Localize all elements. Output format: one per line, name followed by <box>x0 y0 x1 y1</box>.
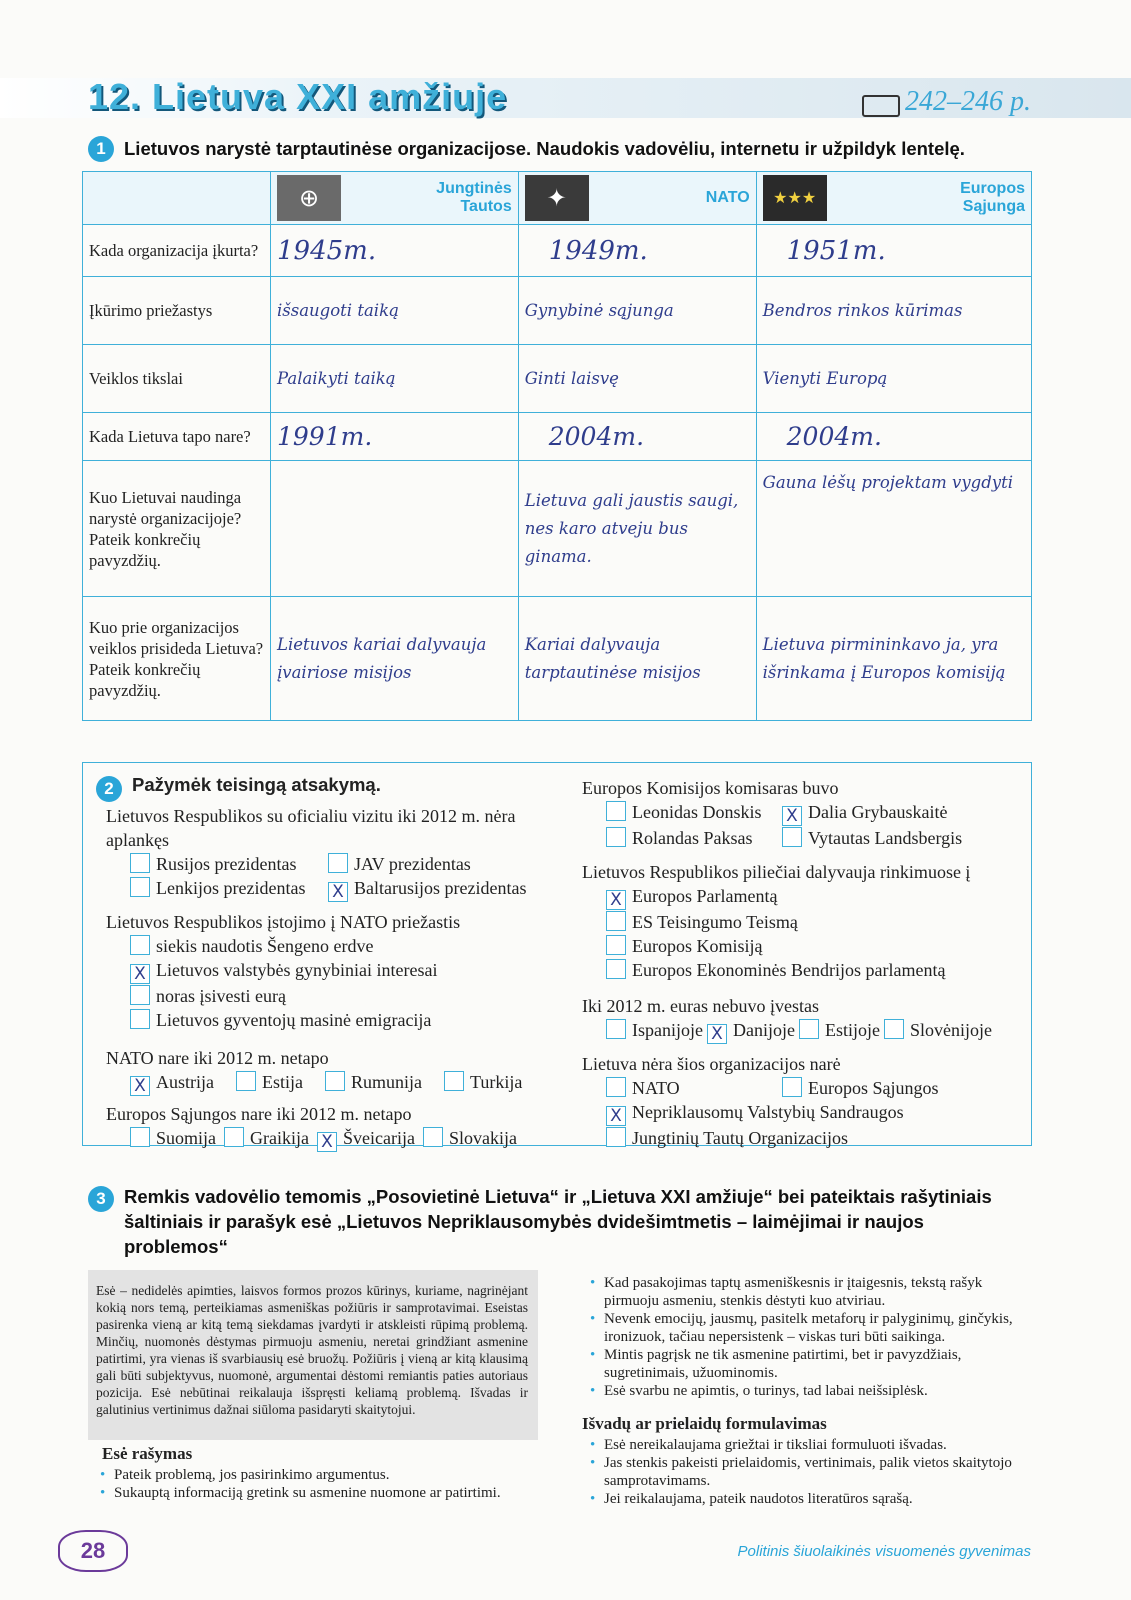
org-name-un: Jungtinės Tautos <box>436 180 512 215</box>
option-label: Europos Sąjungos <box>808 1078 939 1098</box>
option-label: Vytautas Landsbergis <box>808 828 963 848</box>
answer-cell[interactable]: 1949m. <box>518 225 756 277</box>
checkbox[interactable] <box>799 1019 819 1039</box>
un-flag-icon: ⊕ <box>277 175 341 221</box>
option-label: Rumunija <box>351 1072 422 1092</box>
option-label: Dalia Grybauskaitė <box>808 802 948 822</box>
answer-cell[interactable]: Ginti laisvę <box>518 345 756 413</box>
checkbox[interactable] <box>130 1127 150 1147</box>
header-empty-cell <box>83 172 271 225</box>
option-label: siekis naudotis Šengeno erdve <box>156 936 374 956</box>
nato-flag-icon: ✦ <box>525 175 589 221</box>
list-item: • Kad pasakojimas taptų asmeniškesnis ir įtaigesnis, tekstą rašyk pirmuoju asmeniu, stenkis dėstyti kuo atviriau. <box>604 1274 1040 1310</box>
table-row <box>83 461 1032 597</box>
org-name-nato: NATO <box>705 189 750 206</box>
option-label: Jungtinių Tautų Organizacijos <box>632 1128 849 1148</box>
list-item: • Jei reikalaujama, pateik naudotos literatūros sąrašą. <box>604 1490 1040 1508</box>
question-text: Europos Komisijos komisaras buvo <box>582 778 839 798</box>
answer-cell[interactable]: Lietuvos kariai dalyvauja įvairiose misijos <box>271 597 519 721</box>
task-3-instruction: Remkis vadovėlio temomis „Posovietinė Lietuva“ ir „Lietuva XXI amžiuje“ bei pateiktais rašytiniais šaltiniais ir parašyk esė „Lietuvos Nepriklausomybės dvidešimtmetis – laimėjimai ir naujos problemos“ <box>124 1186 992 1257</box>
question-text: Iki 2012 m. euras nebuvo įvestas <box>582 996 819 1016</box>
task-1-instruction: Lietuvos narystė tarptautinėse organizacijose. Naudokis vadovėliu, internetu ir užpildyk lentelę. <box>124 138 965 159</box>
option-label: JAV prezidentas <box>354 854 471 874</box>
checkbox[interactable] <box>224 1127 244 1147</box>
checkbox[interactable] <box>606 935 626 955</box>
answer-cell[interactable]: 1951m. <box>756 225 1031 277</box>
answer-cell[interactable] <box>271 461 519 597</box>
question-block <box>106 1046 546 1096</box>
chapter-title: 12. Lietuva XXI amžiuje <box>88 76 508 117</box>
list-item: • Esė svarbu ne apimtis, o turinys, tad labai neišsiplėsk. <box>604 1382 1040 1400</box>
option-label: Nepriklausomų Valstybių Sandraugos <box>632 1102 904 1122</box>
checkbox[interactable] <box>444 1071 464 1091</box>
answer-cell[interactable]: 1945m. <box>271 225 519 277</box>
organizations-table <box>82 171 1032 721</box>
task-number-3: 3 <box>88 1186 114 1212</box>
answer-cell[interactable]: 2004m. <box>756 413 1031 461</box>
task-number-1: 1 <box>88 136 114 162</box>
list-item: • Pateik problemą, jos pasirinkimo argumentus. <box>114 1466 554 1484</box>
checkbox[interactable] <box>606 1077 626 1097</box>
answer-cell[interactable]: Palaikyti taiką <box>271 345 519 413</box>
list-item: • Sukauptą informaciją gretink su asmenine nuomone ar patirtimi. <box>114 1484 554 1502</box>
table-row <box>83 225 1032 277</box>
question-text: Lietuvos Respublikos įstojimo į NATO priežastis <box>106 912 461 932</box>
option-label: Estijoje <box>824 1020 880 1040</box>
answer-cell[interactable]: išsaugoti taiką <box>271 277 519 345</box>
table-row <box>83 345 1032 413</box>
book-icon <box>862 95 900 117</box>
question-block <box>582 994 1022 1044</box>
checkbox[interactable] <box>782 1077 802 1097</box>
option-label: Europos Parlamentą <box>632 886 778 906</box>
org-name-eu: Europos Sąjunga <box>960 180 1025 215</box>
question-block <box>106 1102 556 1152</box>
option-label: Lietuvos gyventojų masinė emigracija <box>156 1010 432 1030</box>
row-label: Kada Lietuva tapo nare? <box>83 413 271 461</box>
option-label: Leonidas Donskis <box>632 802 762 822</box>
question-text: NATO nare iki 2012 m. netapo <box>106 1048 329 1068</box>
option-label: Ispanijoje <box>632 1020 703 1040</box>
option-label: Lietuvos valstybės gynybiniai interesai <box>156 960 438 980</box>
row-label: Veiklos tikslai <box>83 345 271 413</box>
checkbox[interactable] <box>606 1019 626 1039</box>
answer-cell[interactable]: Vienyti Europą <box>756 345 1031 413</box>
essay-tips-list <box>588 1274 1040 1400</box>
task-2-title: Pažymėk teisingą atsakymą. <box>132 774 381 795</box>
row-label: Kada organizacija įkurta? <box>83 225 271 277</box>
checkbox[interactable]: X <box>606 890 626 910</box>
table-row <box>83 277 1032 345</box>
checkbox[interactable]: X <box>130 1076 150 1096</box>
checkbox[interactable] <box>606 1127 626 1147</box>
page-reference: 242–246 p. <box>905 86 1031 117</box>
row-label: Kuo prie organizacijos veiklos prisideda Lietuva? Pateik konkrečių pavyzdžių. <box>83 597 271 721</box>
checkbox[interactable]: X <box>317 1132 337 1152</box>
checkbox[interactable] <box>606 911 626 931</box>
answer-cell[interactable]: Gynybinė sąjunga <box>518 277 756 345</box>
answer-cell[interactable]: Kariai dalyvauja tarptautinėse misijos <box>518 597 756 721</box>
list-item: • Jas stenkis pakeisti prielaidomis, vertinimais, palik vietos skaitytojo samprotavimams. <box>604 1454 1040 1490</box>
checkbox[interactable] <box>236 1071 256 1091</box>
essay-definition: Esė – nedidelės apimties, laisvos formos prozos kūrinys, kuriame, nagrinėjant kokią nors temą, perteikiamas asmeniškas požiūris ir samprotavimai. Eseistas pasirenka vieną ar kitą temą siekdamas įvardyti ir atskleisti rūpimą problemą. Minčių, nuomonės dėstymas pirmuoju asmeniu, neretai grindžiant asmenine patirtimi, yra vienas iš svarbiausių esė bruožų. Požiūris į vieną ar kitą klausimą gali būti subjektyvus, nuomonė, argumentai dėstomi remiantis paties autoriaus pozicija. Esė nebūtinai reikalauja išspręsti keliamą problemą. Išvadas ir galutinius vertinimus dažnai siūloma pasidaryti skaitytojui. <box>96 1283 528 1417</box>
checkbox[interactable] <box>130 853 150 873</box>
eu-flag-icon: ★★★ <box>763 175 827 221</box>
header-eu <box>756 172 1031 225</box>
answer-cell[interactable]: Lietuva pirmininkavo ja, yra išrinkama į Europos komisiją <box>756 597 1031 721</box>
question-block <box>106 804 546 902</box>
header-nato <box>518 172 756 225</box>
checkbox[interactable]: X <box>606 1106 626 1126</box>
answer-cell[interactable]: 2004m. <box>518 413 756 461</box>
checkbox[interactable]: X <box>130 964 150 984</box>
option-label: Danijoje <box>732 1020 795 1040</box>
option-label: ES Teisingumo Teismą <box>632 912 798 932</box>
checkbox[interactable] <box>606 959 626 979</box>
option-label: Turkija <box>470 1072 523 1092</box>
essay-writing-list <box>98 1466 554 1502</box>
checkbox[interactable] <box>423 1127 443 1147</box>
row-label: Įkūrimo priežastys <box>83 277 271 345</box>
header-un <box>271 172 519 225</box>
checkbox[interactable]: X <box>707 1024 727 1044</box>
question-text: Lietuva nėra šios organizacijos narė <box>582 1054 841 1074</box>
checkbox[interactable] <box>130 935 150 955</box>
checkbox[interactable] <box>782 827 802 847</box>
table-row <box>83 413 1032 461</box>
option-label: noras įsivesti eurą <box>156 986 286 1006</box>
footer-section-title: Politinis šiuolaikinės visuomenės gyvenimas <box>737 1543 1031 1560</box>
list-item: • Mintis pagrįsk ne tik asmenine patirtimi, bet ir pavyzdžiais, sugretinimais, užuominomis. <box>604 1346 1040 1382</box>
question-block <box>106 910 546 1032</box>
question-block <box>582 860 1012 982</box>
checkbox[interactable] <box>328 853 348 873</box>
option-label: Estija <box>262 1072 303 1092</box>
conclusions-list <box>588 1436 1040 1508</box>
answer-cell[interactable]: Bendros rinkos kūrimas <box>756 277 1031 345</box>
answer-cell[interactable]: Lietuva gali jaustis saugi, nes karo atveju bus ginama. <box>518 461 756 597</box>
checkbox[interactable] <box>130 985 150 1005</box>
option-label: Šveicarija <box>343 1128 415 1148</box>
table-header-row <box>83 172 1032 225</box>
checkbox[interactable]: X <box>328 882 348 902</box>
list-item: • Esė nereikalaujama griežtai ir tiksliai formuluoti išvadas. <box>604 1436 1040 1454</box>
option-label: Rusijos prezidentas <box>156 854 297 874</box>
page-number: 28 <box>58 1530 128 1572</box>
checkbox[interactable] <box>884 1019 904 1039</box>
checkbox[interactable] <box>606 827 626 847</box>
essay-writing-title: Esė rašymas <box>102 1444 193 1463</box>
answer-cell[interactable]: Gauna lėšų projektam vygdyti <box>756 461 1031 597</box>
question-text: Lietuvos Respublikos su oficialiu vizitu iki 2012 m. nėra aplankęs <box>106 806 516 850</box>
answer-cell[interactable]: 1991m. <box>271 413 519 461</box>
option-label: Suomija <box>156 1128 217 1148</box>
checkbox[interactable] <box>130 877 150 897</box>
option-label: Europos Komisiją <box>632 936 763 956</box>
question-text: Lietuvos Respublikos piliečiai dalyvauja rinkimuose į <box>582 862 971 882</box>
checkbox[interactable] <box>325 1071 345 1091</box>
checkbox[interactable]: X <box>782 806 802 826</box>
option-label: NATO <box>632 1078 680 1098</box>
option-label: Lenkijos prezidentas <box>156 878 306 898</box>
task-number-2: 2 <box>96 776 122 802</box>
option-label: Rolandas Paksas <box>632 828 753 848</box>
option-label: Europos Ekonominės Bendrijos parlamentą <box>632 960 946 980</box>
option-label: Slovakija <box>448 1128 517 1148</box>
option-label: Baltarusijos prezidentas <box>354 878 527 898</box>
option-label: Austrija <box>156 1072 214 1092</box>
conclusions-title: Išvadų ar prielaidų formulavimas <box>582 1414 827 1433</box>
question-text: Europos Sąjungos nare iki 2012 m. netapo <box>106 1104 412 1124</box>
question-block <box>582 1052 1012 1150</box>
option-label: Slovėnijoje <box>909 1020 992 1040</box>
option-label: Graikija <box>250 1128 309 1148</box>
checkbox[interactable] <box>606 801 626 821</box>
table-row <box>83 597 1032 721</box>
checkbox[interactable] <box>130 1009 150 1029</box>
question-block <box>582 776 1012 850</box>
row-label: Kuo Lietuvai naudinga narystė organizacijoje? Pateik konkrečių pavyzdžių. <box>83 461 271 597</box>
list-item: • Nevenk emocijų, jausmų, pasitelk metaforų ir palyginimų, ginčykis, ironizuok, tačiau nepersistenk – viskas turi būti saikinga. <box>604 1310 1040 1346</box>
